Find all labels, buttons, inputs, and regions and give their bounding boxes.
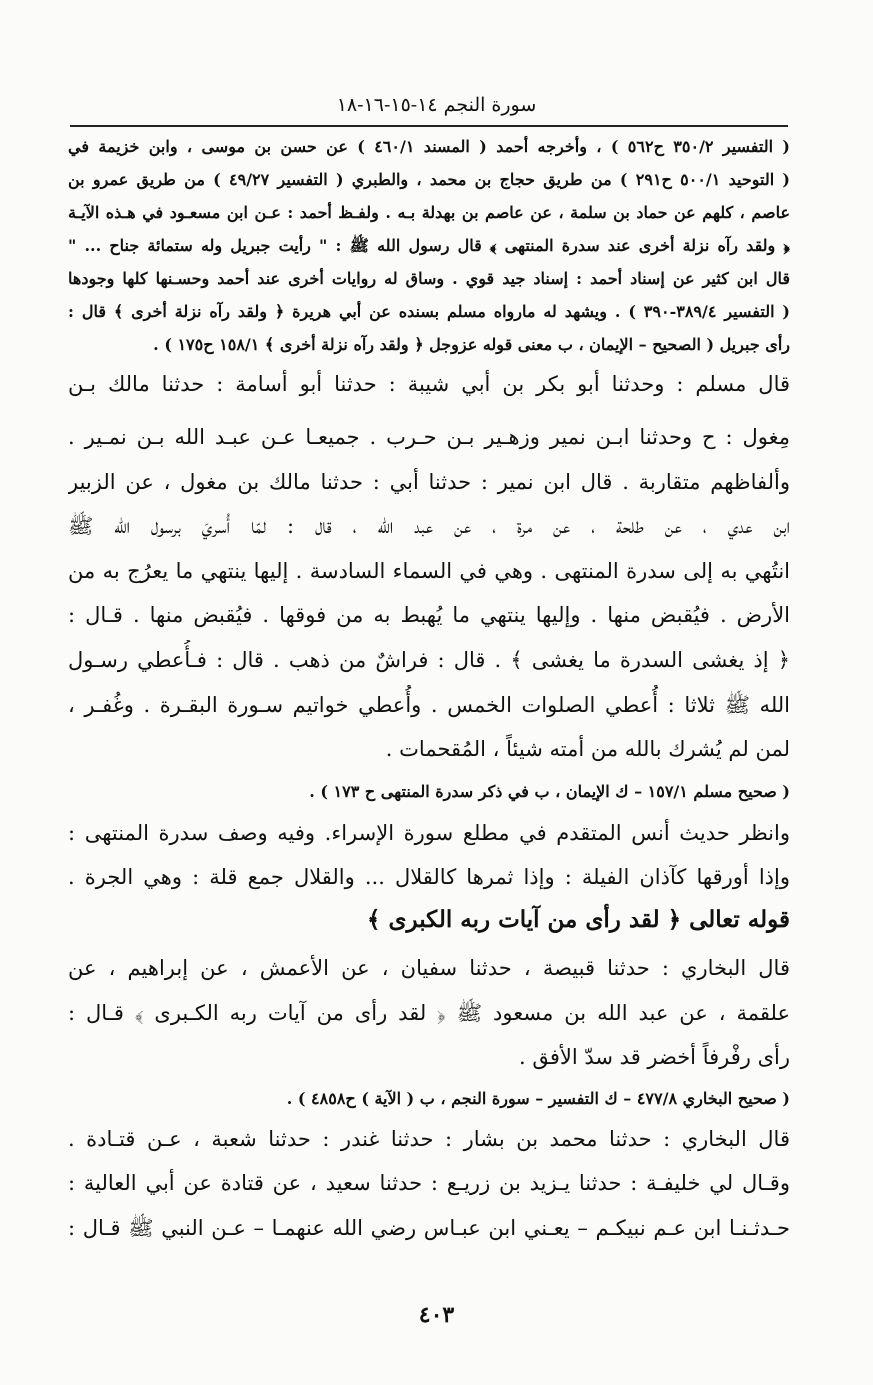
citation-muslim: ( صحيح مسلم ١٥٧/١ – ك الإيمان ، ب في ذكر سدرة المنتهى ح ١٧٣ ) . — [309, 782, 790, 801]
body-line: علقمة ، عن عبد الله بن مسعود ﷺ ﴿ لقد رأى من آيات ربه الكـبرى ﴾ قـال : — [68, 1001, 790, 1025]
body-line: وإذا أورقها كآذان الفيلة : وإذا ثمرها كالقلال ... والقلال جمع قلة : وهي الجرة . — [68, 865, 790, 889]
body-line: وانظر حديث أنس المتقدم في مطلع سورة الإسراء. وفيه وصف سدرة المنتهى : — [68, 821, 790, 845]
body-line: وقـال لي خليفـة : حدثنا يـزيد بن زريـع : حدثنا سعيد ، عن قتادة عن أبي العالية : — [68, 1171, 790, 1195]
body-line: مِغول : ح وحدثنا ابـن نمير وزهـير بـن حـرب . جميعـا عـن عبـد الله بـن نمـير . — [68, 425, 790, 449]
page-number: ٤٠٣ — [418, 1302, 455, 1328]
footnote-line: رأى جبريل ( الصحيح – الإيمان ، ب معنى قوله عزوجل ﴿ ولقد رآه نزلة أخرى ﴾ ١٥٨/١ ح١٧٥ ) . — [153, 335, 790, 354]
footnote-line: ( التفسير ٣٨٩/٤-٣٩٠ ) . ويشهد له مارواه مسلم بسنده عن أبي هريرة ﴿ ولقد رآه نزلة أخرى ﴾ قال : — [68, 302, 790, 321]
header-rule — [70, 125, 788, 127]
citation-bukhari: ( صحيح البخاري ٤٧٧/٨ – ك التفسير – سورة النجم ، ب ( الآية ) ح٤٨٥٨ ) . — [286, 1089, 790, 1108]
body-line: وألفاظهم متقاربة . قال ابن نمير : حدثنا أبي : حدثنا مالك بن مغول ، عن الزبير — [68, 470, 790, 494]
body-line: ابن عدي ، عن طلحة ، عن مرة ، عن عبد الله ، قال : لمّا أُسريَ برسول الله ﷺ — [68, 514, 790, 538]
body-line: ﴿ إذ يغشى السدرة ما يغشى ﴾ . قال : فراشٌ من ذهب . قال : فـأُعطي رسـول — [68, 648, 790, 672]
body-line: قال مسلم : وحدثنا أبو بكر بن أبي شيبة : حدثنا أبو أسامة : حدثنا مالك بـن — [68, 372, 790, 396]
body-line: الله ﷺ ثلاثا : أُعطي الصلوات الخمس . وأُعطي خواتيم سـورة البقـرة . وغُفـر ، — [68, 693, 790, 717]
body-line: رأى رفْرفاً أخضر قد سدّ الأفق . — [518, 1045, 790, 1069]
body-line: قال البخاري : حدثنا قبيصة ، حدثنا سفيان ، عن الأعمش ، عن إبراهيم ، عن — [68, 956, 790, 980]
footnote-line: ﴿ ولقد رآه نزلة أخرى عند سدرة المنتهى ﴾ قال رسول الله ﷺ : " رأيت جبريل وله ستمائة جناح ... " — [68, 236, 790, 255]
footnote-line: قال ابن كثير عن إسناد أحمد : إسناد جيد قوي . وساق له روايات أخرى عند أحمد وحسـنها كلها وجودها — [68, 269, 790, 288]
body-line: انتُهي به إلى سدرة المنتهى . وهي في السماء السادسة . إليها ينتهي ما يعرُج به من — [68, 559, 790, 583]
body-line: حـدثـنـا ابن عـم نبيكـم – يعـني ابن عبـاس رضي الله عنهمـا – عـن النبي ﷺ قـال : — [68, 1216, 790, 1240]
footnote-line: ( التوحيد ٥٠٠/١ ح٢٩١ ) من طريق حجاج بن محمد ، والطبري ( التفسير ٤٩/٢٧ ) من طريق عمرو بن — [68, 170, 790, 189]
footnote-line: ( التفسير ٣٥٠/٢ ح٥٦٢ ) ، وأخرجه أحمد ( المسند ٤٦٠/١ ) عن حسن بن موسى ، وابن خزيمة في — [68, 137, 790, 156]
body-line: قال البخاري : حدثنا محمد بن بشار : حدثنا غندر : حدثنا شعبة ، عـن قتـادة . — [68, 1127, 790, 1151]
body-line: لمن لم يُشرك بالله من أمته شيئاً ، المُقحمات . — [385, 737, 790, 761]
running-header: سورة النجم ١٤-١٥-١٦-١٨ — [336, 94, 537, 116]
body-line: الأرض . فيُقبض منها . وإليها ينتهي ما يُهبط به من فوقها . فيُقبض منها . قـال : — [68, 603, 790, 627]
section-heading: قوله تعالى ﴿ لقد رأى من آيات ربه الكبرى ﴾ — [367, 906, 790, 933]
footnote-line: عاصم ، كلهم عن حماد بن سلمة ، عن عاصم بن بهدلة بـه . ولفـظ أحمد : عـن ابن مسعـود في هـذه الآيـة — [68, 203, 790, 222]
